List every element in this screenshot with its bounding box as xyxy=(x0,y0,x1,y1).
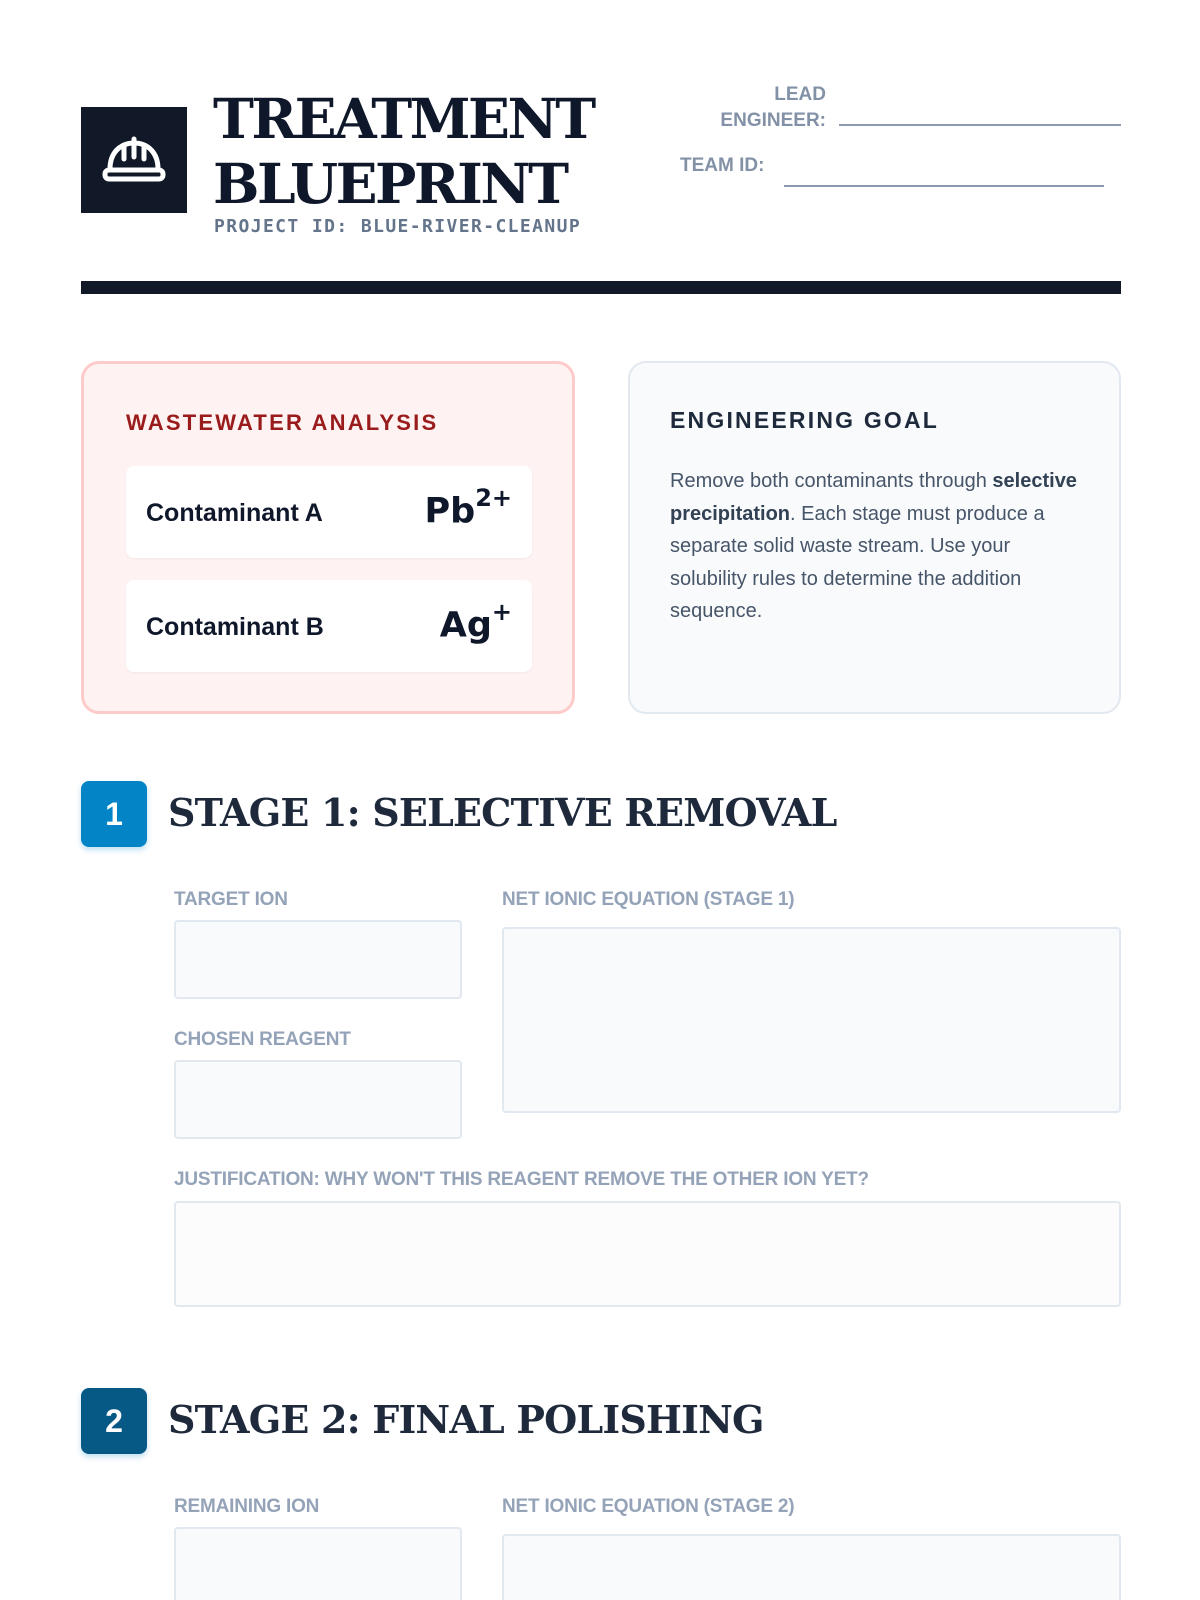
target-ion-label: TARGET ION xyxy=(174,889,288,910)
stage-2-title: STAGE 2: FINAL POLISHING xyxy=(168,1397,764,1442)
stage-1-title: STAGE 1: SELECTIVE REMOVAL xyxy=(168,790,837,835)
hard-hat-icon xyxy=(102,135,166,185)
remaining-ion-input[interactable] xyxy=(174,1527,462,1600)
stage-1-equation-input[interactable] xyxy=(502,927,1121,1113)
ion-symbol: Ag xyxy=(439,605,492,646)
logo-badge xyxy=(81,107,187,213)
contaminant-name: Contaminant A xyxy=(146,499,323,527)
target-ion-input[interactable] xyxy=(174,920,462,999)
engineering-goal-card xyxy=(628,361,1121,714)
stage-2-equation-label: NET IONIC EQUATION (STAGE 2) xyxy=(502,1496,795,1517)
team-id-label: TEAM ID: xyxy=(680,155,765,176)
goal-text-start: Remove both contaminants through xyxy=(670,470,993,492)
analysis-title: WASTEWATER ANALYSIS xyxy=(126,410,439,435)
goal-text-end: . Each stage must produce a separate solid waste stream. Use your solubility rules to determine the addition sequence. xyxy=(670,502,1045,622)
project-id: PROJECT ID: BLUE-RIVER-CLEANUP xyxy=(214,216,582,237)
stage-2-equation-input[interactable] xyxy=(502,1534,1121,1600)
contaminant-row-b xyxy=(126,580,532,672)
contaminant-ion xyxy=(424,484,512,532)
wastewater-analysis-card xyxy=(81,361,575,714)
lead-engineer-label-line1: LEAD xyxy=(774,84,826,105)
page-title-line1: TREATMENT xyxy=(213,86,594,151)
ion-charge: 2+ xyxy=(475,484,512,512)
contaminant-ion xyxy=(439,598,512,646)
stage-1-equation-label: NET IONIC EQUATION (STAGE 1) xyxy=(502,889,795,910)
lead-engineer-label-line2: ENGINEER: xyxy=(720,110,826,131)
lead-engineer-field[interactable] xyxy=(839,124,1121,126)
team-id-field[interactable] xyxy=(784,185,1104,187)
contaminant-name: Contaminant B xyxy=(146,613,324,641)
ion-charge: + xyxy=(491,598,512,626)
page-title-line2: BLUEPRINT xyxy=(213,151,567,216)
stage-2-badge: 2 xyxy=(81,1388,147,1454)
chosen-reagent-input[interactable] xyxy=(174,1060,462,1139)
ion-symbol: Pb xyxy=(424,491,476,532)
goal-title: ENGINEERING GOAL xyxy=(670,407,940,433)
remaining-ion-label: REMAINING ION xyxy=(174,1496,320,1517)
stage-1-badge: 1 xyxy=(81,781,147,847)
header-divider xyxy=(81,281,1121,294)
justification-label: JUSTIFICATION: WHY WON'T THIS REAGENT REMOVE THE OTHER ION YET? xyxy=(174,1169,869,1190)
page-title xyxy=(213,86,594,216)
goal-text xyxy=(670,465,1090,628)
contaminant-row-a xyxy=(126,466,532,558)
justification-input[interactable] xyxy=(174,1201,1121,1307)
lead-engineer-label xyxy=(680,82,826,134)
goal-text-bold: selective precipitation xyxy=(670,470,1077,525)
chosen-reagent-label: CHOSEN REAGENT xyxy=(174,1029,351,1050)
